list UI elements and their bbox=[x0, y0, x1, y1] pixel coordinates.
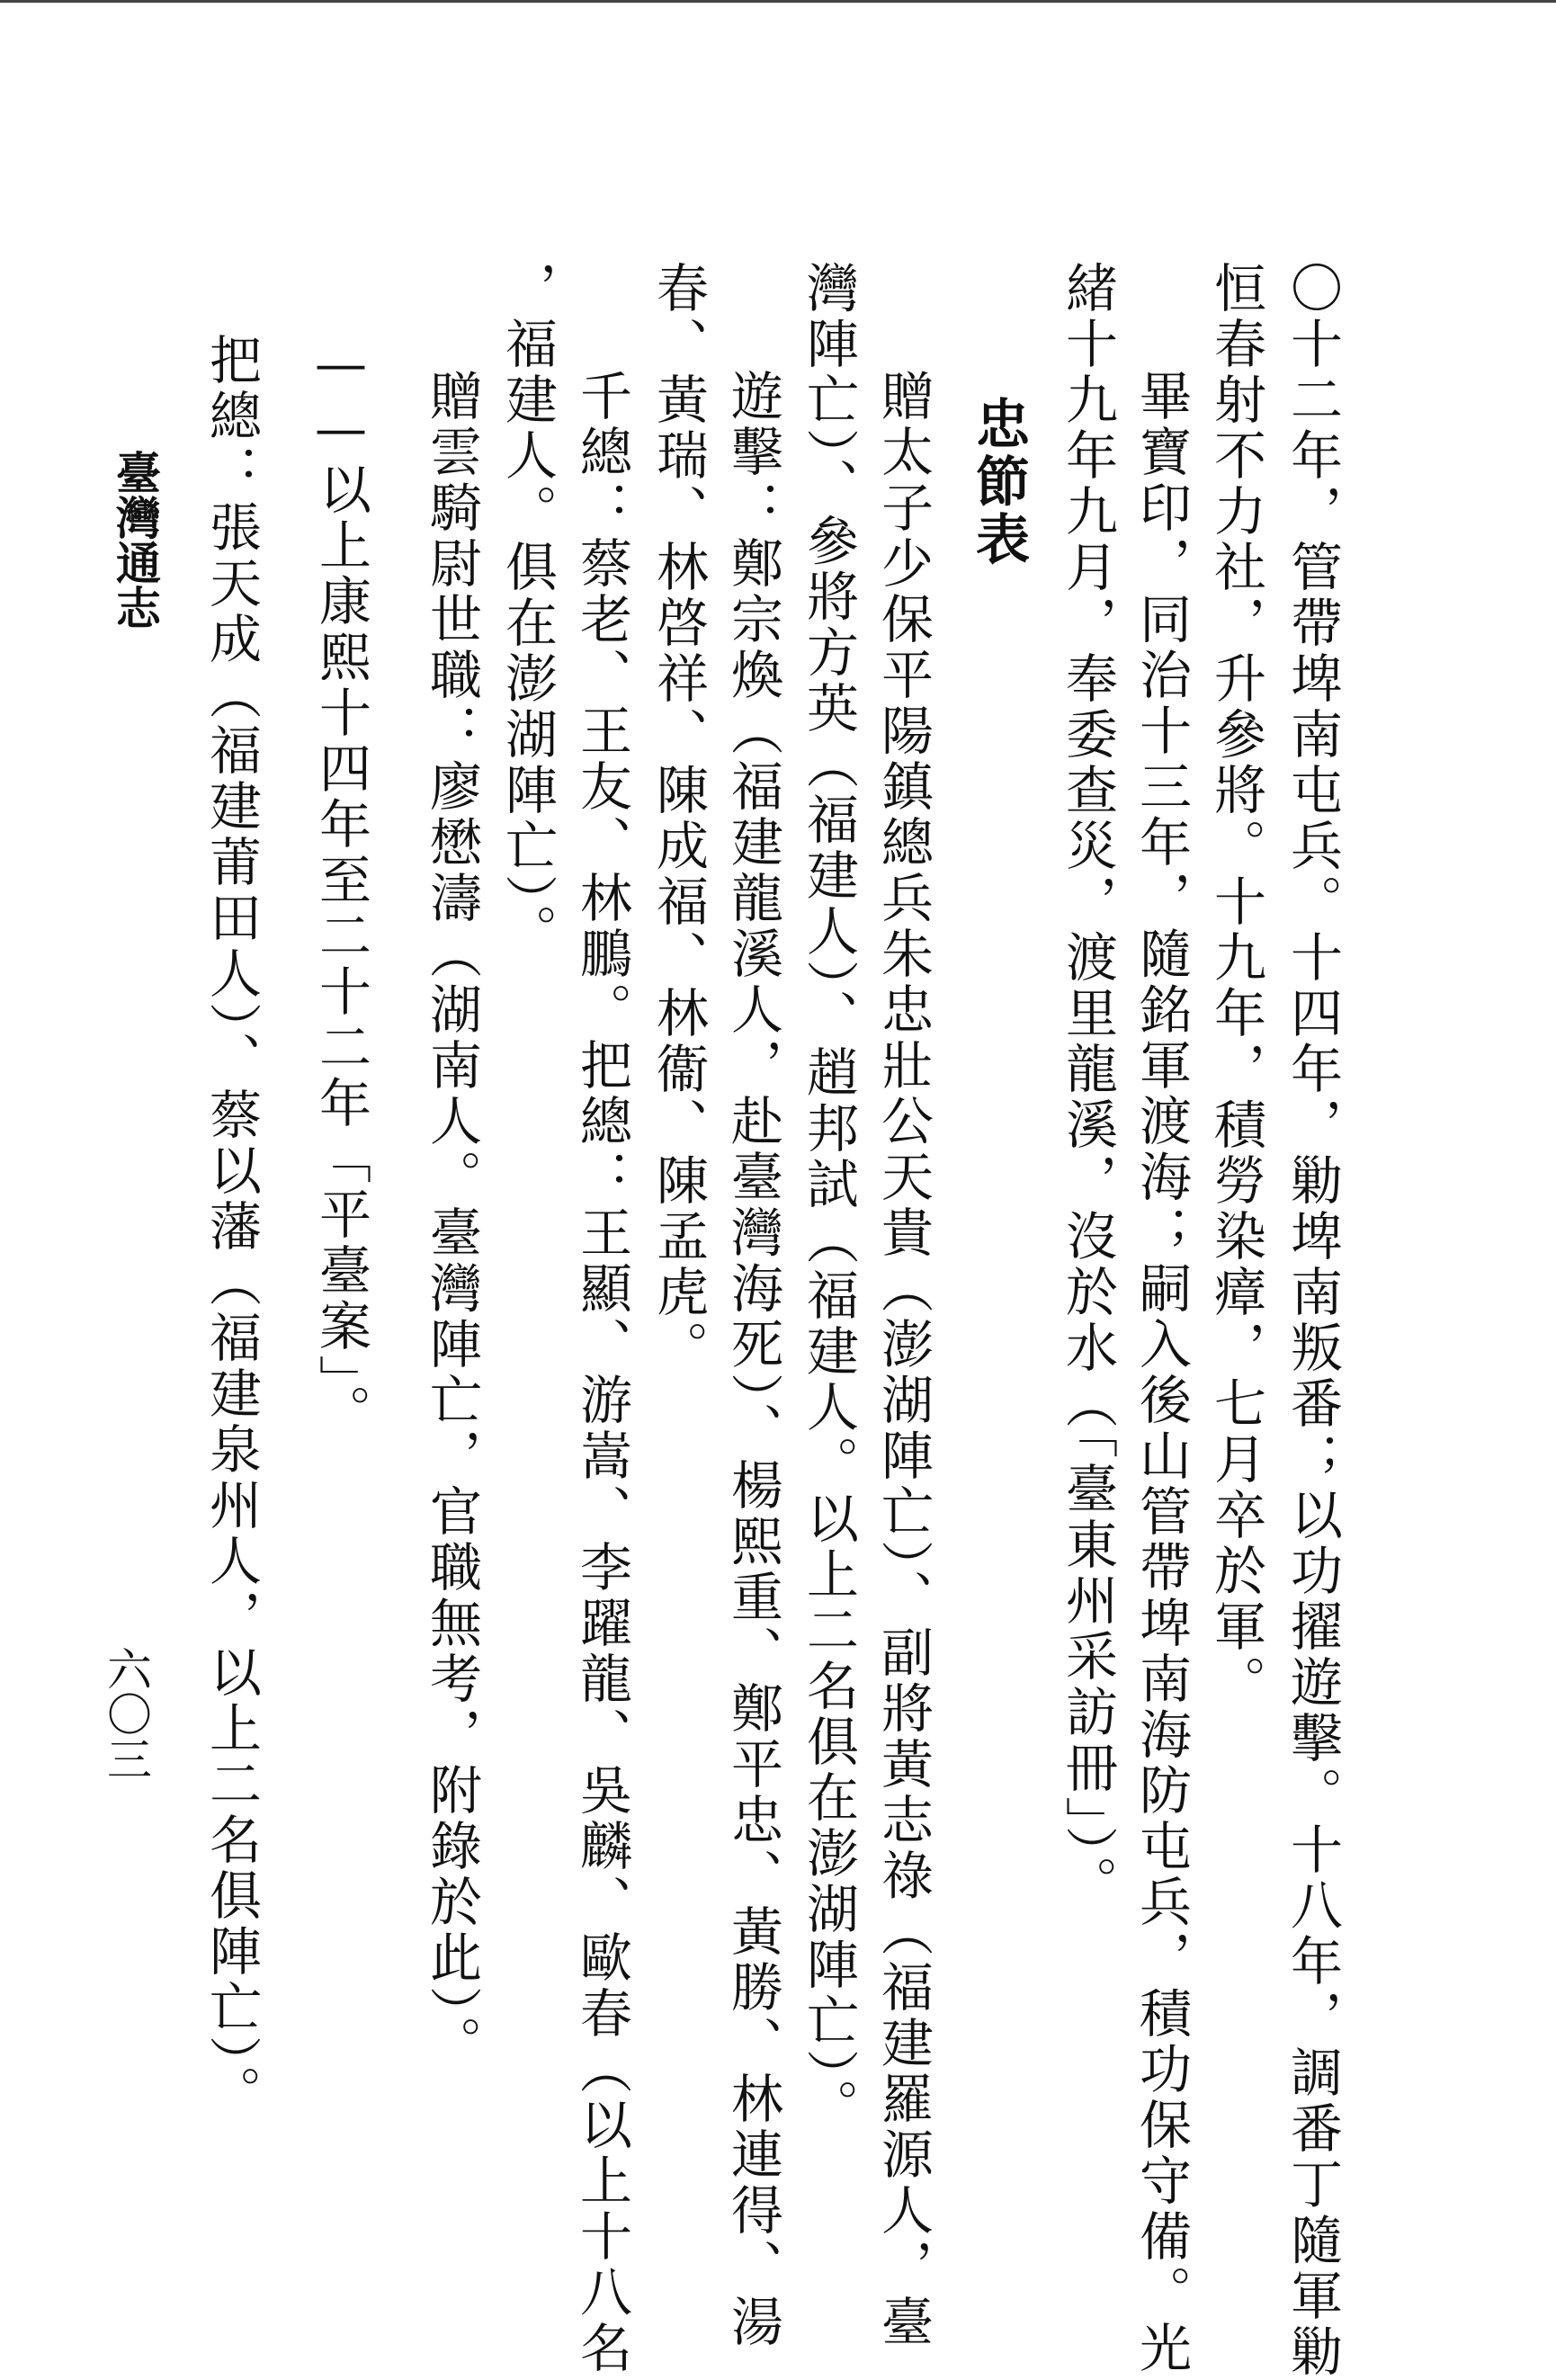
text-column-5: 贈太子少保平陽鎮總兵朱忠壯公天貴（澎湖陣亡）、副將黃志祿（福建羅源人，臺 bbox=[872, 369, 934, 2350]
text-column-6: 灣陣亡）、參將方英（福建人）、趙邦試（福建人。以上二名俱在澎湖陣亡）。 bbox=[798, 261, 859, 2134]
text-column-4: 緒十九年九月，奉委查災，渡里龍溪，沒於水（「臺東州采訪冊」）。 bbox=[1057, 261, 1118, 1911]
page-number: 六〇三 bbox=[100, 1646, 152, 1781]
text-column-10: ，福建人。俱在澎湖陣亡）。 bbox=[496, 261, 558, 960]
text-column-8: 春、黃瑞、林啓祥、陳成福、林衞、陳孟虎。 bbox=[648, 261, 709, 1376]
text-column-7: 遊擊：鄭宗煥（福建龍溪人，赴臺灣海死）、楊熙重、鄭平忠、黃勝、林連得、湯 bbox=[722, 369, 783, 2350]
top-border bbox=[0, 0, 1556, 3]
section-heading: 忠節表 bbox=[967, 396, 1030, 568]
text-column-1: 〇十二年，管帶埤南屯兵。十四年，勦埤南叛番；以功擢遊擊。十八年，調番丁隨軍勦 bbox=[1282, 261, 1343, 2380]
text-column-9: 千總：蔡老、王友、林鵬。把總：王顯、游嵩、李躍龍、吳麟、歐春（以上十八名 bbox=[571, 369, 632, 2376]
text-column-13: 把總：張天成（福建莆田人）、蔡以藩（福建泉州人，以上二名俱陣亡）。 bbox=[201, 333, 262, 2121]
text-column-2: 恒春射不力社，升參將。十九年，積勞染瘴，七月卒於軍。 bbox=[1205, 261, 1266, 1711]
text-column-11: 贈雲騎尉世職：廖懋濤（湖南人。臺灣陣亡，官職無考，附錄於此）。 bbox=[421, 369, 482, 2071]
book-title-footer: 臺灣通志 bbox=[109, 450, 162, 630]
text-column-12: ——以上康熙十四年至二十二年「平臺案」。 bbox=[310, 333, 371, 1440]
text-column-3: 畢寶印，同治十三年，隨銘軍渡海；嗣入後山管帶埤南海防屯兵，積功保守備。光 bbox=[1131, 369, 1192, 2376]
